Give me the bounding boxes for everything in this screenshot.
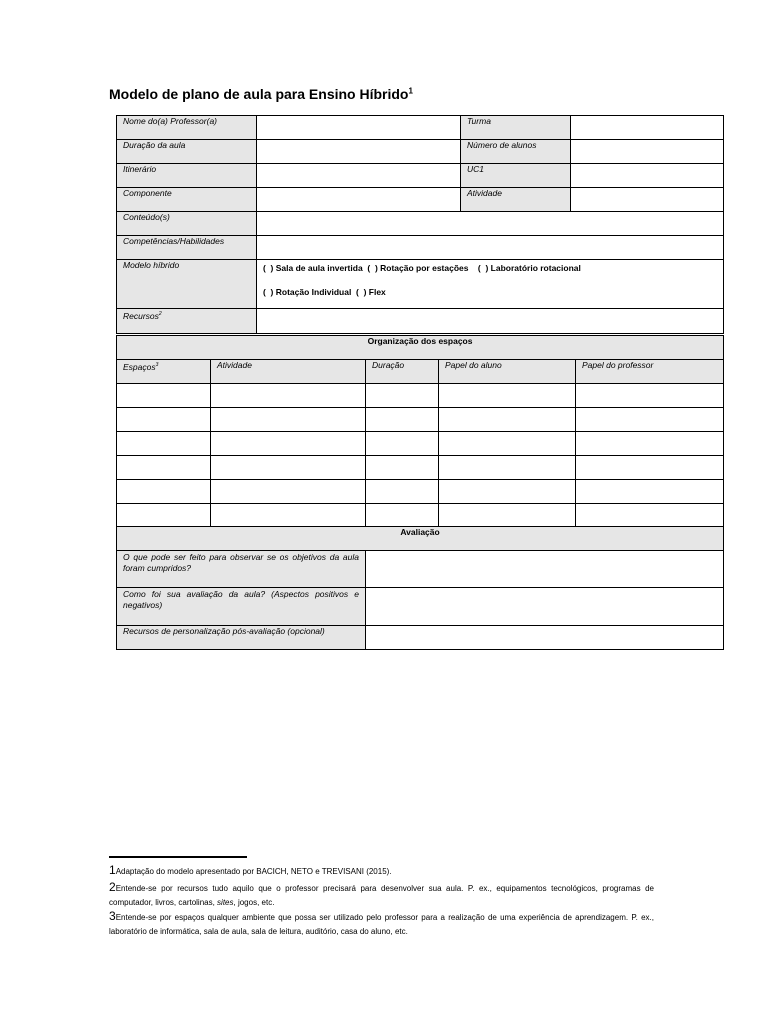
label-eval-q2: Como foi sua avaliação da aula? (Aspectos positivos e negativos) <box>117 588 366 626</box>
field-atividade[interactable] <box>571 188 724 212</box>
cell[interactable] <box>117 480 211 504</box>
field-recursos[interactable] <box>257 309 724 334</box>
label-professor: Nome do(a) Professor(a) <box>117 116 257 140</box>
cell[interactable] <box>117 408 211 432</box>
field-uc1[interactable] <box>571 164 724 188</box>
col-atividade: Atividade <box>211 360 366 384</box>
col-duracao: Duração <box>366 360 439 384</box>
label-duracao-aula: Duração da aula <box>117 140 257 164</box>
modelo-options-line2[interactable]: ( ) Rotação Individual ( ) Flex <box>263 287 386 297</box>
cell[interactable] <box>576 456 724 480</box>
recursos-footnote-ref: 2 <box>158 311 162 317</box>
cell[interactable] <box>576 384 724 408</box>
cell[interactable] <box>366 456 439 480</box>
lesson-info-table <box>116 115 724 334</box>
field-eval-q1[interactable] <box>366 551 724 588</box>
col-papel-professor: Papel do professor <box>576 360 724 384</box>
label-recursos: Recursos$^2$ <box>117 309 257 334</box>
cell[interactable] <box>366 480 439 504</box>
col-papel-aluno: Papel do aluno <box>439 360 576 384</box>
title-footnote-ref: 1 <box>408 86 413 96</box>
cell[interactable] <box>439 504 576 528</box>
field-itinerario[interactable] <box>257 164 461 188</box>
cell[interactable] <box>439 456 576 480</box>
table-row <box>117 384 724 408</box>
cell[interactable] <box>439 432 576 456</box>
label-itinerario: Itinerário <box>117 164 257 188</box>
label-eval-q1: O que pode ser feito para observar se os objetivos da aula foram cumpridos? <box>117 551 366 588</box>
cell[interactable] <box>439 408 576 432</box>
evaluation-heading: Avaliação <box>117 527 724 551</box>
footnote-2: 2Entende-se por recursos tudo aquilo que o professor precisará para desenvolver sua aula. P. ex., equipamentos tecnológicos, programas de computador, livros, cartolinas, sites, jogos, etc. <box>109 880 654 907</box>
cell[interactable] <box>211 480 366 504</box>
cell[interactable] <box>576 432 724 456</box>
table-row <box>117 408 724 432</box>
label-atividade: Atividade <box>461 188 571 212</box>
table-row <box>117 456 724 480</box>
footnote-3: 3Entende-se por espaços qualquer ambiente que possa ser utilizado pelo professor para a realização de uma experiência de aprendizagem. P. ex., laboratório de informática, sala de aula, sala de leitura, auditório, casa do aluno, etc. <box>109 909 654 936</box>
table-row <box>117 504 724 528</box>
cell[interactable] <box>211 504 366 528</box>
page-title: Modelo de plano de aula para Ensino Híbrido$^1$ <box>109 86 413 102</box>
field-numero-alunos[interactable] <box>571 140 724 164</box>
field-eval-q3[interactable] <box>366 626 724 650</box>
evaluation-table <box>116 526 724 650</box>
modelo-options-line1[interactable]: ( ) Sala de aula invertida ( ) Rotação por estações ( ) Laboratório rotacional <box>263 263 581 273</box>
label-componente: Componente <box>117 188 257 212</box>
cell[interactable] <box>211 432 366 456</box>
label-turma: Turma <box>461 116 571 140</box>
cell[interactable] <box>117 432 211 456</box>
field-turma[interactable] <box>571 116 724 140</box>
cell[interactable] <box>439 480 576 504</box>
field-competencias[interactable] <box>257 236 724 260</box>
label-modelo-hibrido: Modelo híbrido <box>117 260 257 309</box>
cell[interactable] <box>366 432 439 456</box>
cell[interactable] <box>366 504 439 528</box>
cell[interactable] <box>576 504 724 528</box>
cell[interactable] <box>576 408 724 432</box>
field-conteudos[interactable] <box>257 212 724 236</box>
table-row <box>117 480 724 504</box>
label-uc1: UC1 <box>461 164 571 188</box>
table-row <box>117 432 724 456</box>
label-conteudos: Conteúdo(s) <box>117 212 257 236</box>
espacos-footnote-ref: 3 <box>155 362 159 368</box>
cell[interactable] <box>439 384 576 408</box>
footnote-1: 1Adaptação do modelo apresentado por BACICH, NETO e TREVISANI (2015). <box>109 863 392 877</box>
cell[interactable] <box>366 408 439 432</box>
col-espacos: Espaços$^3$ <box>117 360 211 384</box>
cell[interactable] <box>366 384 439 408</box>
cell[interactable] <box>576 480 724 504</box>
spaces-table <box>116 335 724 528</box>
spaces-heading: Organização dos espaços <box>117 336 724 360</box>
label-eval-q3: Recursos de personalização pós-avaliação (opcional) <box>117 626 366 650</box>
field-duracao-aula[interactable] <box>257 140 461 164</box>
cell[interactable] <box>211 384 366 408</box>
field-modelo-hibrido[interactable] <box>257 260 724 309</box>
field-eval-q2[interactable] <box>366 588 724 626</box>
cell[interactable] <box>117 384 211 408</box>
label-competencias: Competências/Habilidades <box>117 236 257 260</box>
footnote-divider <box>109 856 247 858</box>
cell[interactable] <box>211 408 366 432</box>
field-componente[interactable] <box>257 188 461 212</box>
cell[interactable] <box>211 456 366 480</box>
cell[interactable] <box>117 456 211 480</box>
field-professor[interactable] <box>257 116 461 140</box>
cell[interactable] <box>117 504 211 528</box>
label-numero-alunos: Número de alunos <box>461 140 571 164</box>
